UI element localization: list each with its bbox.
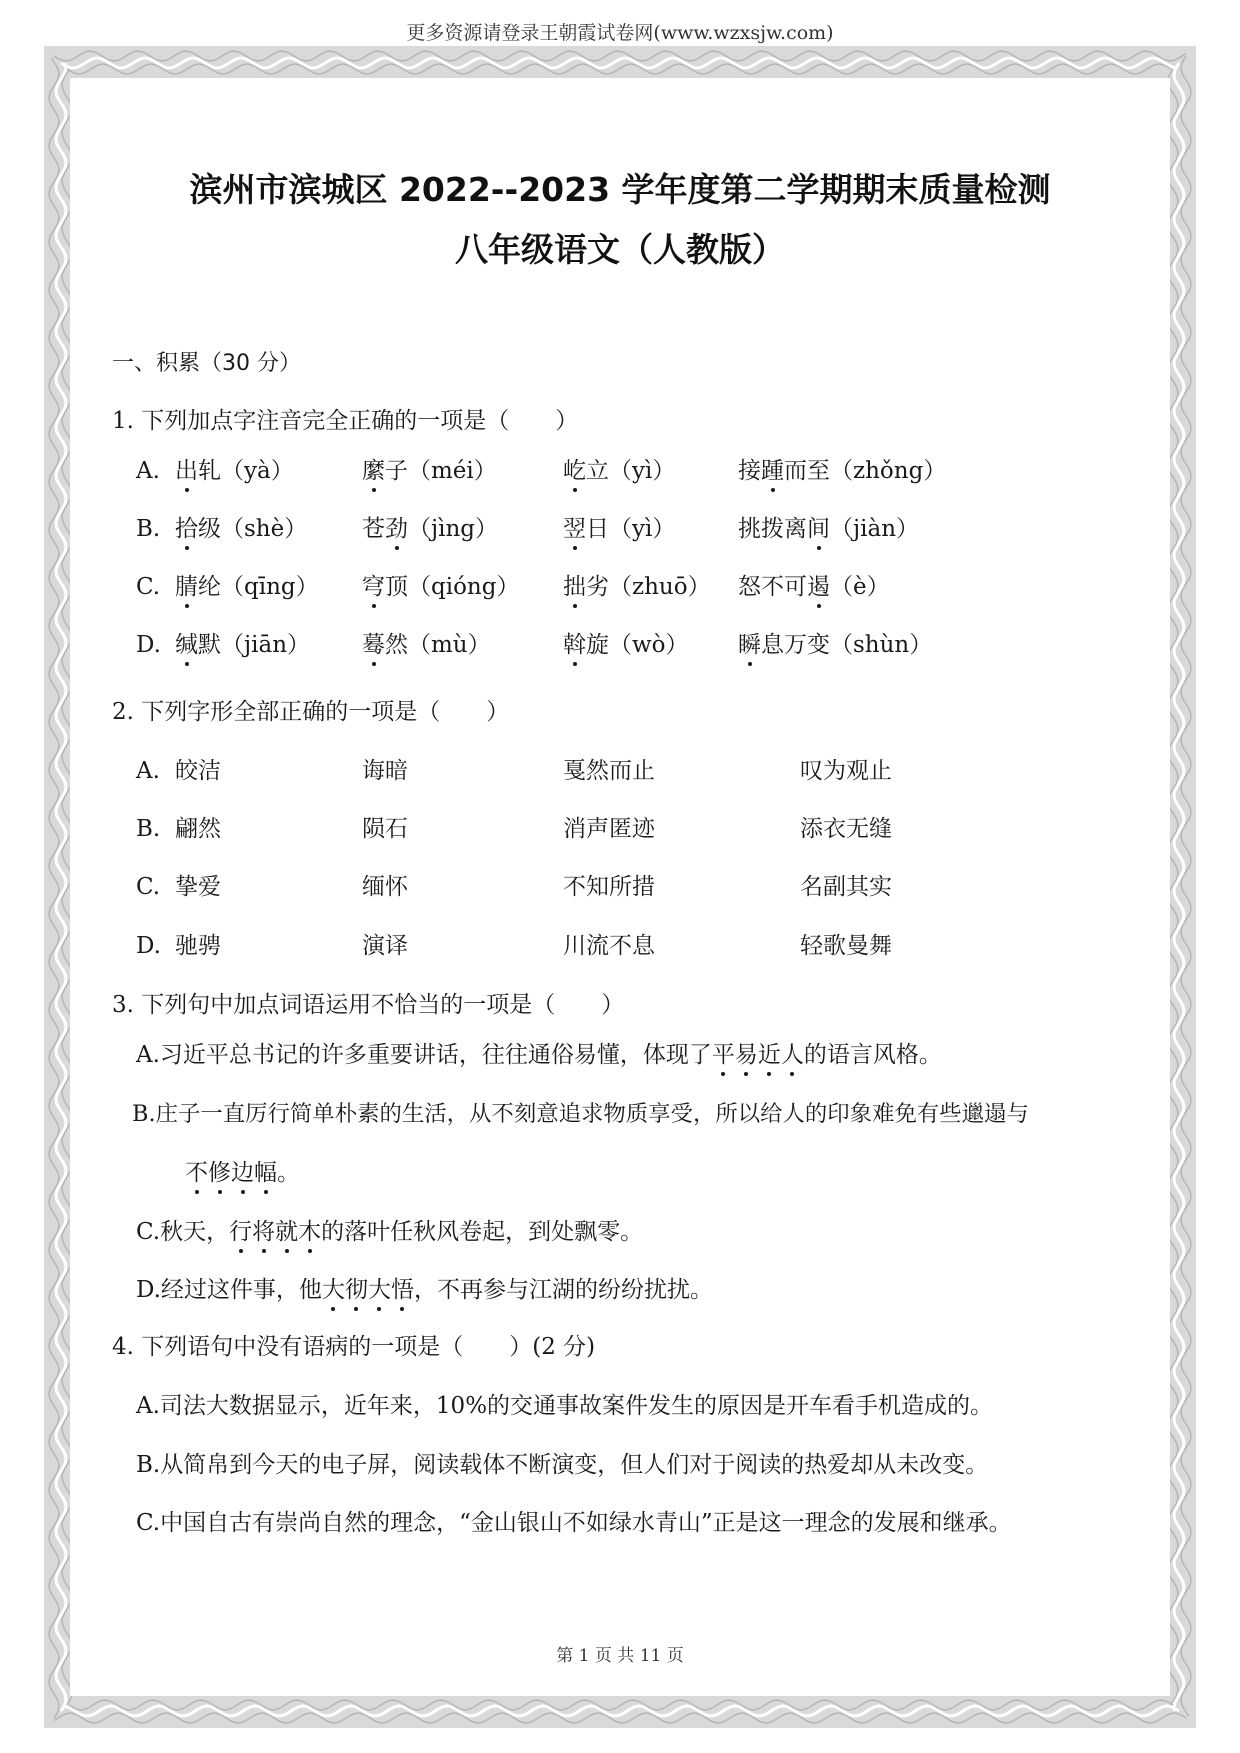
dotted-char: 劲: [385, 516, 408, 542]
dotted-char: 边: [231, 1160, 254, 1186]
option-item: [175, 630, 310, 660]
option-item: 名副其实: [800, 874, 892, 900]
option-rest: 默（jiān）: [198, 632, 311, 658]
dotted-char: 穹: [362, 574, 385, 600]
dotted-char: 平: [711, 1042, 735, 1068]
option-rest: 级（shè）: [198, 516, 308, 542]
option-item: [362, 514, 498, 544]
dotted-char: 縻: [362, 458, 385, 484]
dotted-char: 不: [185, 1160, 208, 1186]
option-rest: 而至（zhǒng）: [784, 458, 947, 484]
option-item: 叹为观止: [800, 758, 892, 784]
option-item: 缅怀: [362, 874, 408, 900]
option-rest: 纶（qīng）: [198, 574, 319, 600]
dotted-char: 蓦: [362, 632, 385, 658]
dotted-word: [185, 1160, 277, 1186]
question-3-option-b-cont: [185, 1158, 300, 1188]
option-item: 添衣无缝: [800, 816, 892, 842]
option-rest: 接: [738, 458, 761, 484]
option-item: [563, 456, 675, 486]
option-item: [738, 572, 890, 602]
dotted-char: 拙: [563, 574, 586, 600]
dotted-word: [712, 1042, 804, 1068]
option-label: A.: [136, 458, 160, 484]
dotted-char: 拾: [175, 516, 198, 542]
option-rest: 苍: [362, 516, 385, 542]
option-item: 演译: [362, 933, 408, 959]
option-item: [738, 630, 932, 660]
option-rest: 立（yì）: [586, 458, 676, 484]
question-3-stem: 3. 下列句中加点词语运用不恰当的一项是（ ）: [112, 992, 625, 1018]
exam-subtitle: 八年级语文（人教版）: [455, 230, 785, 269]
dotted-char: 大: [367, 1277, 391, 1303]
dotted-char: 悟: [390, 1277, 414, 1303]
question-4-stem: 4. 下列语句中没有语病的一项是（ ）(2 分): [112, 1334, 596, 1360]
dotted-char: 行: [229, 1219, 253, 1245]
dotted-char: 屹: [563, 458, 586, 484]
option-item: 驰骋: [175, 933, 221, 959]
question-1-stem: 1. 下列加点字注音完全正确的一项是（ ）: [112, 408, 579, 434]
option-item: [563, 572, 711, 602]
dotted-char: 彻: [344, 1277, 368, 1303]
option-item: 挚爱: [175, 874, 221, 900]
option-label: C.: [136, 574, 161, 600]
dotted-char: 近: [757, 1042, 781, 1068]
dotted-char: 翌: [563, 516, 586, 542]
dotted-char: 斡: [563, 632, 586, 658]
dotted-char: 将: [252, 1219, 276, 1245]
question-3-option-c: [136, 1217, 643, 1247]
option-rest: （jiàn）: [830, 516, 920, 542]
option-rest: 挑拨离: [738, 516, 807, 542]
option-rest: 怒不可: [738, 574, 807, 600]
dotted-char: 人: [780, 1042, 804, 1068]
dotted-word: [322, 1277, 414, 1303]
option-rest: （jìng）: [408, 516, 499, 542]
exam-title: 滨州市滨城区 2022--2023 学年度第二学期期末质量检测: [189, 170, 1051, 209]
dotted-char: 遏: [807, 574, 830, 600]
option-label: D.: [136, 933, 161, 959]
dotted-word: [229, 1219, 321, 1245]
option-item: 翩然: [175, 816, 221, 842]
option-item: [175, 572, 319, 602]
question-3-option-b: [132, 1099, 1029, 1129]
dotted-char: 瞬: [738, 632, 761, 658]
dotted-char: 幅: [254, 1160, 277, 1186]
option-item: 诲暗: [362, 758, 408, 784]
dotted-char: 木: [298, 1219, 322, 1245]
option-item: [175, 514, 307, 544]
option-item: 陨石: [362, 816, 408, 842]
sentence-text: D.经过这件事，他: [136, 1277, 322, 1303]
page-footer: 第 1 页 共 11 页: [556, 1646, 684, 1666]
option-label: B.: [136, 816, 161, 842]
option-item: 不知所措: [563, 874, 655, 900]
dotted-char: 大: [321, 1277, 345, 1303]
option-item: 川流不息: [563, 933, 655, 959]
sentence-text: 的落叶任秋风卷起，到处飘零。: [321, 1219, 644, 1245]
sentence-text: A.习近平总书记的许多重要讲话，往往通俗易懂，体现了: [136, 1042, 712, 1068]
option-rest: 子（méi）: [385, 458, 497, 484]
sentence-text: C.秋天，: [136, 1219, 230, 1245]
option-item: 戛然而止: [563, 758, 655, 784]
dotted-char: 易: [734, 1042, 758, 1068]
option-item: [362, 572, 519, 602]
dotted-char: 修: [208, 1160, 231, 1186]
option-rest: 息万变（shùn）: [761, 632, 933, 658]
sentence-text: 的语言风格。: [803, 1042, 942, 1068]
option-item: [563, 514, 675, 544]
sentence-text: 。: [277, 1160, 300, 1186]
question-4-option-a: A.司法大数据显示，近年来，10%的交通事故案件发生的原因是开车看手机造成的。: [136, 1393, 994, 1419]
option-item: 皎洁: [175, 758, 221, 784]
option-rest: 旋（wò）: [586, 632, 689, 658]
option-rest: 然（mù）: [385, 632, 491, 658]
option-rest: 顶（qióng）: [385, 574, 520, 600]
option-item: [362, 456, 497, 486]
header-note: 更多资源请登录王朝霞试卷网(www.wzxsjw.com): [406, 22, 834, 44]
dotted-char: 间: [807, 516, 830, 542]
option-rest: （è）: [830, 574, 890, 600]
option-item: [738, 514, 919, 544]
section-heading: 一、积累（30 分）: [112, 351, 301, 376]
dotted-char: 就: [275, 1219, 299, 1245]
option-rest: 劣（zhuō）: [586, 574, 711, 600]
option-item: [175, 456, 294, 486]
question-2-stem: 2. 下列字形全部正确的一项是（ ）: [112, 699, 510, 725]
option-label: A.: [136, 758, 160, 784]
option-rest: 轧（yà）: [198, 458, 294, 484]
dotted-char: 踵: [761, 458, 784, 484]
question-4-option-c: C.中国自古有崇尚自然的理念，“金山银山不如绿水青山”正是这一理念的发展和继承。: [136, 1510, 1012, 1536]
dotted-char: 缄: [175, 632, 198, 658]
question-3-option-d: [136, 1275, 713, 1305]
question-4-option-b: B.从简帛到今天的电子屏，阅读载体不断演变，但人们对于阅读的热爱却从未改变。: [136, 1452, 989, 1478]
dotted-char: 出: [175, 458, 198, 484]
option-item: [362, 630, 491, 660]
option-rest: 日（yì）: [586, 516, 676, 542]
option-item: [563, 630, 689, 660]
option-item: 消声匿迹: [563, 816, 655, 842]
option-item: 轻歌曼舞: [800, 933, 892, 959]
dotted-char: 腈: [175, 574, 198, 600]
sentence-text: ，不再参与江湖的纷纷扰扰。: [413, 1277, 713, 1303]
option-label: B.: [136, 516, 161, 542]
sentence-text: B.庄子一直厉行简单朴素的生活，从不刻意追求物质享受，所以给人的印象难免有些邋遢与: [132, 1101, 1029, 1127]
question-3-option-a: [136, 1040, 942, 1070]
option-item: [738, 456, 946, 486]
option-label: C.: [136, 874, 161, 900]
option-label: D.: [136, 632, 161, 658]
